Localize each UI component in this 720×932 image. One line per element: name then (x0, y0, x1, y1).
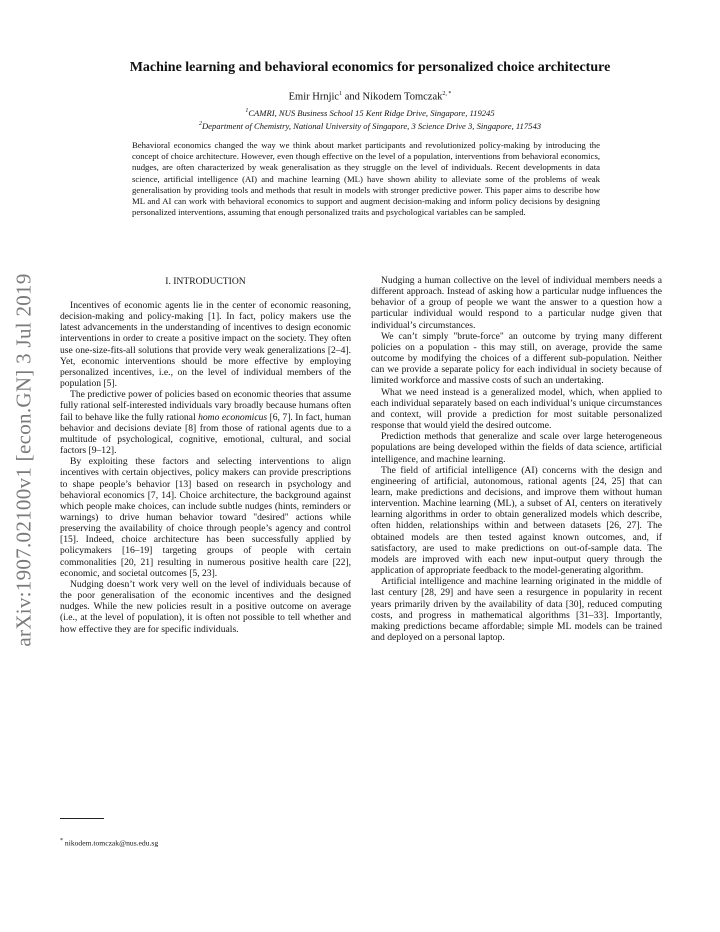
paragraph: We can’t simply "brute-force" an outcome by trying many different policies on a population - this may still, on average, provide the same outcome by modifying the choices of a different sub-population. Neither can we provide a separate policy for each individual in society because of limited workforce and massive costs of such an undertaking. (371, 330, 662, 387)
author-1-affil-mark: 1 (339, 91, 343, 97)
footnote (60, 838, 158, 848)
affiliation-1-text: CAMRI, NUS Business School 15 Kent Ridge Drive, Singapore, 119245 (248, 108, 495, 118)
section-heading-introduction: I. INTRODUCTION (165, 276, 246, 287)
right-column (371, 275, 662, 643)
affiliation-1 (60, 108, 680, 118)
affiliation-2-text: Department of Chemistry, National University of Singapore, 3 Science Drive 3, Singapore, 117543 (201, 121, 542, 131)
paragraph: What we need instead is a generalized model, which, when applied to each individual separately based on each individual’s unique circumstances and context, will provide a prediction for most suitable personalized response that would yield the desired outcome. (371, 386, 662, 432)
paragraph: The field of artificial intelligence (AI) concerns with the design and engineering of artificial, autonomous, rational agents [24, 25] that can learn, make predictions and decisions, and improve them without human intervention. Machine learning (ML), a subset of AI, centers on iteratively learning algorithms in order to obtain generalized models which describe, often hidden, relationships within and between datasets [26, 27]. The obtained models are then tested against known outcomes, and, if satisfactory, are used to make predictions on out-of-sample data. The models are improved with each new input-output query through the application of appropriate feedback to the model-generating algorithm. (371, 464, 662, 577)
paragraph-text: The predictive power of policies based on economic theories that assume fully rational self-interested individuals vary broadly because humans often fail to behave like the fully rational (60, 389, 351, 423)
affiliation-2 (60, 121, 680, 131)
author-line (60, 91, 680, 103)
paragraph-text: [6, 7]. In fact, human behavior and decisions deviate [8] from those of rational agents due to a multitude of psychological, cognitive, emotional, cultural, and social factors [9–12]. (60, 411, 352, 457)
author-1: Emir Hrnjic (288, 91, 340, 103)
affiliation-1-mark: 1 (245, 108, 249, 115)
paragraph (60, 389, 351, 456)
paragraph: Prediction methods that generalize and scale over large heterogeneous populations are being developed within the fields of data science, artificial intelligence, and machine learning. (371, 431, 662, 465)
author-2: Nikodem Tomczak (362, 91, 443, 103)
emphasis-term: homo economicus (198, 411, 268, 423)
abstract: Behavioral economics changed the way we think about market participants and revolutionized policy-making by introducing the concept of choice architecture. However, even though effective on the level of a population, interventions from behavioral economics, nudges, are often characterized by weak generalisation as they struggle on the level of individuals. Recent developments in data science, artificial intelligence (AI) and machine learning (ML) have shown ability to alleviate some of the problems of weak generalisation by providing tools and methods that result in models with stronger predictive power. This paper aims to describe how ML and AI can work with behavioral economics to support and augment decision-making and inform policy decisions by designing personalized interventions, assuming that enough personalized traits and psychological variables can be sampled. (132, 140, 600, 218)
author-conjunction: and (344, 91, 360, 103)
paragraph: Nudging doesn’t work very well on the level of individuals because of the poor generalisation of the economic incentives and the designed nudges. While the new policies result in a positive outcome on average (i.e., at the level of population), it is often not possible to tell whether and how effective they are for specific individuals. (60, 578, 351, 635)
paragraph: Nudging a human collective on the level of individual members needs a different approach. Instead of asking how a particular nudge influences the behavior of a group of people we want the answer to a question how a particular individual would respond to a particular nudge given that individual’s circumstances. (371, 275, 662, 331)
author-2-affil-mark: 2, * (442, 91, 452, 97)
arxiv-sidebar-stamp (4, 250, 44, 670)
arxiv-identifier: arXiv:1907.02100v1 [econ.GN] 3 Jul 2019 (11, 273, 36, 647)
paragraph: Incentives of economic agents lie in the center of economic reasoning, decision-making and policy-making [1]. In fact, policy makers use the latest advancements in the understanding of incentives to design economic interventions in order to create a positive impact on the society. They often use one-size-fits-all solutions that provide very weak generalizations [2–4]. Yet, economic interventions should be more effective by employing personalized incentives, i.e., on the level of individual members of the population [5]. (60, 300, 351, 390)
paragraph: By exploiting these factors and selecting interventions to align incentives with certain objectives, policy makers can provide prescriptions to shape people’s behavior [13] based on research in psychology and behavioral economics [7, 14]. Choice architecture, the background against which people make choices, can include subtle nudges (hints, reminders or warnings) to drive human behavior toward "desired" actions while preserving the availability of choice through people’s agency and control [15]. Indeed, choice architecture has been successfully applied by policymakers [16–19] targeting groups of people with certain commonalities [20, 21] resulting in numerous positive health care [22], economic, and societal outcomes [5, 23]. (60, 456, 351, 579)
affiliation-2-mark: 2 (198, 121, 202, 128)
paper-title: Machine learning and behavioral economics for personalized choice architecture (129, 60, 611, 75)
footnote-mark: * (60, 838, 63, 844)
footnote-rule (60, 818, 104, 819)
left-column (60, 300, 351, 635)
paragraph: Artificial intelligence and machine learning originated in the middle of last century [28, 29] and have seen a resurgence in popularity in recent years primarily driven by the availability of data [30], reduced computing costs, and progress in mathematical algorithms [31–33]. Importantly, making predictions became affordable; simple ML models can be trained and deployed on a personal laptop. (371, 576, 662, 643)
footnote-email: nikodem.tomczak@nus.edu.sg (64, 838, 159, 848)
